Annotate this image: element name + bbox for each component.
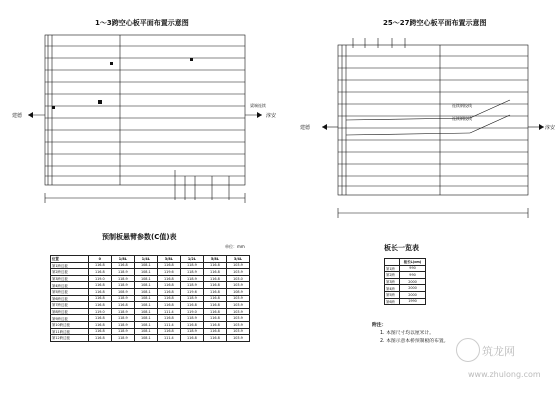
table-cell: 第9跨边板 — [51, 315, 89, 322]
table-cell: 第2跨 — [385, 272, 400, 279]
param-table-row-header — [51, 256, 250, 263]
param-table-title: 预制板悬臂参数(C值)表 — [102, 233, 177, 241]
table-cell: 第5跨边板 — [51, 288, 89, 295]
table-cell: 108.1 — [134, 295, 157, 302]
note-item-1: 1. 本图尺寸均以厘米计。 — [380, 331, 435, 336]
table-cell: 116.8 — [157, 275, 180, 282]
table-cell: 第2跨边板 — [51, 269, 89, 276]
table-cell: 108.1 — [134, 269, 157, 276]
table-cell: 118.9 — [111, 335, 134, 342]
right-plan-slabs — [338, 56, 528, 186]
table-cell: 第1跨边板 — [51, 262, 89, 269]
header-cell: 0 — [88, 256, 111, 263]
table-cell: 116.8 — [203, 308, 226, 315]
table-cell: 116.8 — [203, 328, 226, 335]
notes-heading: 附注： — [372, 323, 387, 328]
table-cell: 118.9 — [111, 282, 134, 289]
table-cell: 116.8 — [157, 295, 180, 302]
table-cell: 108.1 — [134, 275, 157, 282]
table-cell: 第7跨边板 — [51, 302, 89, 309]
table-cell: 118.9 — [180, 282, 203, 289]
length-table-row-header — [385, 259, 426, 266]
table-cell: 108.1 — [134, 308, 157, 315]
table-cell: 116.8 — [88, 321, 111, 328]
length-table-row — [385, 265, 426, 272]
header-cell: 位置 — [51, 256, 89, 263]
table-cell: 第3跨 — [385, 278, 400, 285]
table-cell: 108.9 — [226, 288, 249, 295]
param-table-row — [51, 308, 250, 315]
table-cell: 119.6 — [180, 288, 203, 295]
param-table-row — [51, 282, 250, 289]
table-cell: 119.0 — [88, 308, 111, 315]
table-cell: 第11跨边板 — [51, 328, 89, 335]
left-plan-frame — [45, 35, 245, 185]
table-cell: 103.9 — [226, 328, 249, 335]
table-cell: 108.1 — [134, 335, 157, 342]
table-cell: 116.8 — [157, 262, 180, 269]
table-cell: 116.8 — [203, 315, 226, 322]
table-cell: 103.9 — [226, 335, 249, 342]
table-cell: 116.8 — [88, 269, 111, 276]
table-cell: 990 — [400, 265, 426, 272]
table-cell: 118.9 — [111, 315, 134, 322]
table-cell: 第1跨 — [385, 265, 400, 272]
param-table-row — [51, 302, 250, 309]
header-cell: 1/8L — [111, 256, 134, 263]
table-cell: 第6跨 — [385, 298, 400, 305]
table-cell: 119.6 — [157, 269, 180, 276]
length-table-row — [385, 272, 426, 279]
table-cell: 116.8 — [111, 302, 134, 309]
table-cell: 103.9 — [226, 302, 249, 309]
table-cell: 103.9 — [226, 262, 249, 269]
length-table-row — [385, 291, 426, 298]
table-cell: 108.1 — [134, 321, 157, 328]
table-cell: 2000 — [400, 278, 426, 285]
header-cell — [385, 259, 400, 266]
table-cell: 第3跨边板 — [51, 275, 89, 282]
table-cell: 103.0 — [226, 275, 249, 282]
table-cell: 119.0 — [180, 308, 203, 315]
header-cell: 1/4L — [134, 256, 157, 263]
table-cell: 103.9 — [226, 295, 249, 302]
table-cell: 103.9 — [226, 315, 249, 322]
table-cell: 108.1 — [134, 328, 157, 335]
param-table-row — [51, 275, 250, 282]
table-cell: 第4跨 — [385, 285, 400, 292]
right-direction-label: 淳安 — [266, 113, 277, 119]
table-cell: 118.9 — [111, 308, 134, 315]
table-cell: 116.8 — [111, 262, 134, 269]
table-cell: 116.8 — [203, 282, 226, 289]
param-table-row — [51, 295, 250, 302]
param-table-row — [51, 328, 250, 335]
table-cell: 第4跨边板 — [51, 282, 89, 289]
table-cell: 103.9 — [226, 321, 249, 328]
table-cell: 118.9 — [111, 321, 134, 328]
table-cell: 103.9 — [226, 308, 249, 315]
param-table-row — [51, 262, 250, 269]
table-cell: 第8跨边板 — [51, 308, 89, 315]
table-cell: 118.9 — [180, 295, 203, 302]
table-cell: 116.8 — [88, 302, 111, 309]
table-cell: 118.9 — [180, 262, 203, 269]
table-cell: 2000 — [400, 285, 426, 292]
table-cell: 116.8 — [88, 295, 111, 302]
table-cell: 第5跨 — [385, 291, 400, 298]
watermark-logo — [456, 338, 480, 362]
right-plan-right-direction: 淳安 — [545, 125, 556, 131]
watermark-brand: 筑龙网 — [482, 345, 515, 358]
table-cell: 第6跨边板 — [51, 295, 89, 302]
table-cell: 118.9 — [111, 269, 134, 276]
table-cell: 116.8 — [180, 335, 203, 342]
table-cell: 118.9 — [180, 328, 203, 335]
param-table-row — [51, 321, 250, 328]
table-cell: 2000 — [400, 291, 426, 298]
table-cell: 108.9 — [111, 288, 134, 295]
notes-block — [372, 322, 448, 346]
table-cell: 116.8 — [180, 302, 203, 309]
table-cell: 116.8 — [88, 288, 111, 295]
table-cell: 116.8 — [88, 282, 111, 289]
right-plan-label-bottom: 连续钢绞线 — [452, 116, 472, 121]
watermark-url: www.zhulong.com — [468, 370, 541, 379]
note-item-2: 2. 本图示意本桥预制板的布置。 — [380, 339, 449, 344]
table-cell: 116.8 — [157, 288, 180, 295]
header-cell: 3/4L — [226, 256, 249, 263]
table-cell: 103.9 — [226, 269, 249, 276]
table-cell: 第10跨边板 — [51, 321, 89, 328]
param-table-row — [51, 315, 250, 322]
table-cell: 118.9 — [180, 315, 203, 322]
table-cell: 第12跨边板 — [51, 335, 89, 342]
table-cell: 116.8 — [157, 328, 180, 335]
header-cell: 1/2L — [180, 256, 203, 263]
length-table-title: 板长一览表 — [384, 244, 419, 252]
table-cell: 116.8 — [88, 315, 111, 322]
table-cell: 116.8 — [157, 302, 180, 309]
table-cell: 108.1 — [134, 288, 157, 295]
table-cell: 116.8 — [157, 315, 180, 322]
left-direction-label: 建德 — [12, 113, 23, 119]
left-plan-side-label: 梁端连续 — [250, 103, 266, 108]
table-cell: 990 — [400, 272, 426, 279]
header-cell: 3/8L — [157, 256, 180, 263]
right-plan-title: 25～27跨空心板平面布置示意图 — [383, 19, 487, 27]
param-table-unit: 单位：mm — [225, 244, 245, 249]
table-cell: 116.8 — [88, 262, 111, 269]
table-cell: 116.8 — [157, 282, 180, 289]
table-cell: 103.9 — [226, 282, 249, 289]
table-cell: 116.8 — [203, 269, 226, 276]
table-cell: 116.8 — [203, 295, 226, 302]
table-cell: 108.1 — [134, 315, 157, 322]
table-cell: 116.8 — [203, 262, 226, 269]
table-cell: 116.8 — [88, 335, 111, 342]
left-plan-slabs — [45, 46, 245, 176]
table-cell: 116.8 — [203, 288, 226, 295]
table-cell: 108.1 — [134, 262, 157, 269]
table-cell: 118.9 — [111, 328, 134, 335]
param-table — [50, 255, 250, 342]
param-table-row — [51, 269, 250, 276]
length-table-row — [385, 298, 426, 305]
table-cell: 116.8 — [203, 275, 226, 282]
table-cell: 111.4 — [157, 308, 180, 315]
param-table-row — [51, 288, 250, 295]
table-cell: 1990 — [400, 298, 426, 305]
table-cell: 116.8 — [203, 302, 226, 309]
header-cell: 5/8L — [203, 256, 226, 263]
right-plan-left-direction: 建德 — [300, 125, 311, 131]
header-cell: 板长L(cm) — [400, 259, 426, 266]
length-table — [384, 258, 426, 305]
table-cell: 118.9 — [111, 275, 134, 282]
table-cell: 111.4 — [157, 321, 180, 328]
table-cell: 119.0 — [88, 275, 111, 282]
table-cell: 108.1 — [134, 302, 157, 309]
table-cell: 116.8 — [203, 321, 226, 328]
table-cell: 116.8 — [88, 328, 111, 335]
length-table-row — [385, 278, 426, 285]
table-cell: 118.9 — [111, 295, 134, 302]
table-cell: 111.4 — [157, 335, 180, 342]
table-cell: 118.9 — [180, 275, 203, 282]
left-plan-title: 1～3跨空心板平面布置示意图 — [95, 19, 189, 27]
table-cell: 118.9 — [180, 269, 203, 276]
right-plan-label-top: 连续钢绞线 — [452, 103, 472, 108]
table-cell: 108.1 — [134, 282, 157, 289]
table-cell: 116.8 — [180, 321, 203, 328]
param-table-row — [51, 335, 250, 342]
length-table-row — [385, 285, 426, 292]
table-cell: 116.8 — [203, 335, 226, 342]
